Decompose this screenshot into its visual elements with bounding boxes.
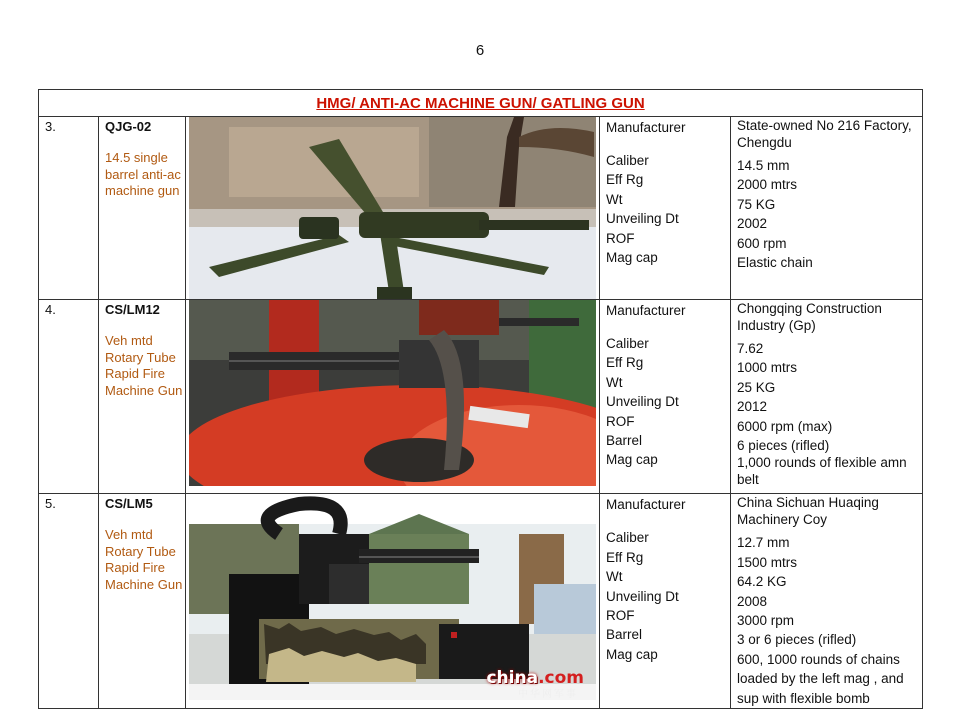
table-row <box>39 300 923 494</box>
spec-values <box>731 494 923 709</box>
spec-value: Chongqing Construction Industry (Gp) <box>737 301 882 333</box>
spec-labels <box>600 494 731 709</box>
table-title: HMG/ ANTI-AC MACHINE GUN/ GATLING GUN <box>39 90 923 117</box>
spec-value: 3000 rpm <box>737 613 795 629</box>
spec-label: Wt <box>606 374 623 390</box>
row-number: 5. <box>39 494 99 709</box>
spec-value: 600, 1000 rounds of chains loaded by the left mag , and sup with flexible bomb <box>737 651 904 706</box>
spec-value: China Sichuan Huaqing Machinery Coy <box>737 495 879 527</box>
spec-label: ROF <box>606 608 635 624</box>
weapon-code: QJG-02 <box>105 119 152 134</box>
spec-label: ROF <box>606 230 635 246</box>
weapon-description: Veh mtd Rotary Tube Rapid Fire Machine Gun <box>105 333 183 398</box>
weapon-code: CS/LM12 <box>105 302 160 317</box>
spec-label: Unveiling Dt <box>606 211 679 227</box>
spec-value: 2002 <box>737 216 768 232</box>
photo-cell <box>186 117 600 300</box>
weapon-name-cell <box>99 494 186 709</box>
spec-value: 2000 mtrs <box>737 177 798 193</box>
photo-cell <box>186 494 600 709</box>
spec-labels <box>600 117 731 300</box>
qjg-02-photo <box>189 117 596 299</box>
watermark-brand: china <box>486 668 539 689</box>
spec-label: Unveiling Dt <box>606 394 679 410</box>
spec-label: Caliber <box>606 153 649 168</box>
weapon-description: 14.5 single barrel anti-ac machine gun <box>105 150 181 198</box>
spec-label: Caliber <box>606 530 649 546</box>
photo-cell <box>186 300 600 494</box>
spec-values <box>731 300 923 494</box>
cs-lm5-photo <box>189 494 596 700</box>
weapon-name-cell <box>99 117 186 300</box>
spec-label: Barrel <box>606 627 643 643</box>
spec-value: 14.5 mm <box>737 158 790 173</box>
spec-label: Mag cap <box>606 646 658 662</box>
spec-label: Manufacturer <box>606 303 686 318</box>
spec-value: 2008 <box>737 593 768 609</box>
spec-value: 600 rpm <box>737 235 787 251</box>
spec-value: 1000 mtrs <box>737 360 798 376</box>
row-number: 3. <box>39 117 99 300</box>
spec-label: Mag cap <box>606 250 658 266</box>
spec-label: Eff Rg <box>606 355 644 371</box>
spec-value: 6000 rpm (max) <box>737 418 833 434</box>
spec-value: 12.7 mm <box>737 535 790 551</box>
spec-value: 2012 <box>737 399 768 415</box>
spec-labels <box>600 300 731 494</box>
spec-label: Manufacturer <box>606 120 686 135</box>
watermark-tld: .com <box>538 668 584 689</box>
weapon-description: Veh mtd Rotary Tube Rapid Fire Machine Gun <box>105 527 183 592</box>
spec-value: 1,000 rounds of flexible amn belt <box>737 455 907 487</box>
table-row <box>39 117 923 300</box>
spec-value: State-owned No 216 Factory, Chengdu <box>737 118 912 150</box>
weapons-table <box>38 89 923 709</box>
spec-label: Eff Rg <box>606 549 644 565</box>
weapon-name-cell <box>99 300 186 494</box>
spec-value: 6 pieces (rifled) <box>737 438 830 454</box>
spec-label: Wt <box>606 191 623 207</box>
watermark-subtitle: 中华网军事 <box>518 689 578 701</box>
spec-value: 75 KG <box>737 196 776 212</box>
spec-label: Barrel <box>606 433 643 449</box>
spec-label: Wt <box>606 569 623 585</box>
spec-value: 1500 mtrs <box>737 554 798 570</box>
spec-label: Unveiling Dt <box>606 588 679 604</box>
spec-label: Mag cap <box>606 452 658 468</box>
spec-label: ROF <box>606 413 635 429</box>
spec-values <box>731 117 923 300</box>
table-row <box>39 494 923 709</box>
spec-value: 64.2 KG <box>737 574 787 590</box>
spec-value: 25 KG <box>737 379 776 395</box>
row-number: 4. <box>39 300 99 494</box>
cs-lm12-photo <box>189 300 596 486</box>
spec-label: Manufacturer <box>606 497 686 513</box>
page-number: 6 <box>475 42 485 59</box>
spec-label: Eff Rg <box>606 172 644 188</box>
spec-value: Elastic chain <box>737 255 813 271</box>
weapon-code: CS/LM5 <box>105 496 153 512</box>
spec-label: Caliber <box>606 336 649 351</box>
spec-value: 3 or 6 pieces (rifled) <box>737 632 857 648</box>
spec-value: 7.62 <box>737 341 764 356</box>
